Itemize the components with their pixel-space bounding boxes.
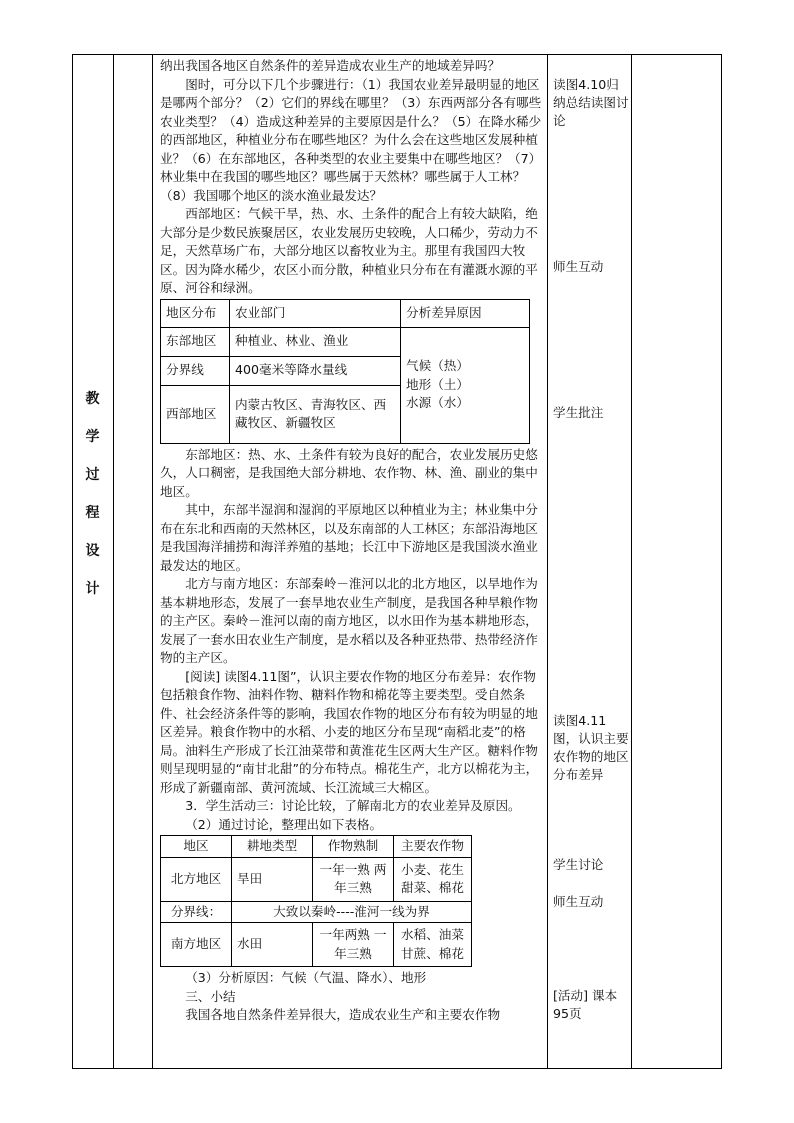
column-divider-4 (631, 54, 632, 1069)
table-header: 农业部门 (230, 299, 401, 327)
main-content (160, 57, 546, 1025)
paragraph: 图时，可分以下几个步骤进行：（1）我国农业差异最明显的地区是哪两个部分？（2）它们的界线在哪里？（3）东西两部分各有哪些农业类型？（4）造成这种差异的主要原因是什么？（5）在降水稀少的西部地区，种植业分布在哪些地区？为什么会在这些地区发展种植业？（6）在东部地区，各种类型的农业主要集中在哪些地区？（7）林业集中在我国的哪些地区？哪些属于天然林？哪些属于人工林？（8）我国哪个地区的淡水渔业最发达？ (160, 76, 542, 203)
agriculture-region-table (160, 299, 530, 444)
table-cell: 分界线 (161, 356, 230, 385)
paragraph: （2）通过讨论，整理出如下表格。 (185, 816, 383, 832)
section-label-char: 教 (85, 391, 100, 407)
section-label-char: 计 (85, 581, 100, 597)
table-cell: 西部地区 (161, 385, 230, 443)
note: 读图4.11图，认识主要农作物的地区分布差异 (553, 713, 629, 782)
paragraph: 西部地区：气候干旱，热、水、土条件的配合上有较大缺陷，绝大部分是少数民族聚居区，农业发展历史较晚，人口稀少，劳动力不足，天然草场广布，大部分地区以畜牧业为主。那里有我国四大牧区。因为降水稀少，农区小而分散，种植业只分布在有灌溉水源的平原、河谷和绿洲。 (160, 206, 538, 295)
table-cell: 水田 (232, 923, 313, 967)
section-label-char: 学 (85, 429, 100, 445)
table-header: 作物熟制 (313, 836, 394, 858)
north-south-table (160, 835, 472, 967)
table-cell: 水稻、油菜 甘蔗、棉花 (394, 923, 472, 967)
paragraph: 东部地区：热、水、土条件有较为良好的配合，农业发展历史悠久，人口稠密，是我国绝大部分耕地、农作物、林、渔、副业的集中地区。 (160, 446, 538, 499)
table-cell: 400毫米等降水量线 (230, 356, 401, 385)
paragraph: 北方与南方地区：东部秦岭－淮河以北的北方地区，以旱地作为基本耕地形态，发展了一套旱地农业生产制度，是我国各种旱粮作物的主产区。秦岭－淮河以南的南方地区，以水田作为基本耕地形态，发展了一套水田农业生产制度，是水稻以及各种亚热带、热带经济作物的主产区。 (160, 576, 538, 665)
table-header: 地区 (161, 836, 232, 858)
table-cell: 小麦、花生 甜菜、棉花 (394, 857, 472, 901)
table-cell: 种植业、林业、渔业 (230, 327, 401, 356)
reason-item: 地形（土） (406, 376, 469, 392)
table-cell: 南方地区 (161, 923, 232, 967)
column-divider-1 (113, 54, 114, 1069)
table-header: 耕地类型 (232, 836, 313, 858)
table-cell: 内蒙古牧区、青海牧区、西藏牧区、新疆牧区 (230, 385, 401, 443)
note: [活动] 课本95页 (553, 988, 618, 1021)
note: 学生批注 (553, 405, 604, 420)
paragraph: 我国各地自然条件差异很大，造成农业生产和主要农作物 (185, 1007, 501, 1022)
paragraph: 其中，东部半湿润和湿润的平原地区以种植业为主；林业集中分布在东北和西南的天然林区，以及东南部的人工林区；东部沿海地区是我国海洋捕捞和海洋养殖的基地；长江中下游地区是我国淡水渔业最发达的地区。 (160, 502, 538, 573)
table-cell: 北方地区 (161, 857, 232, 901)
note: 学生讨论 (553, 857, 604, 872)
table-header: 分析差异原因 (401, 299, 530, 327)
reason-item: 气候（热） (406, 358, 469, 374)
paragraph: 三、小结 (185, 988, 236, 1004)
table-cell: 一年一熟 两年三熟 (313, 857, 394, 901)
reason-cell (401, 327, 530, 443)
table-cell: 东部地区 (161, 327, 230, 356)
table-cell: 大致以秦岭----淮河一线为界 (232, 901, 472, 923)
table-cell: 分界线： (161, 901, 232, 923)
paragraph: 纳出我国各地区自然条件的差异造成农业生产的地域差异吗？ (160, 58, 501, 73)
section-label (72, 380, 113, 608)
reason-item: 水源（水） (406, 395, 469, 411)
column-divider-2 (152, 54, 153, 1069)
table-cell: 一年两熟 一年三熟 (313, 923, 394, 967)
table-header: 主要农作物 (394, 836, 472, 858)
section-label-char: 设 (85, 543, 100, 559)
note: 师生互动 (553, 259, 604, 274)
section-label-char: 程 (85, 505, 100, 521)
note: 师生互动 (553, 894, 604, 909)
note: 读图4.10归纳总结读图讨论 (553, 77, 629, 128)
table-header: 地区分布 (161, 299, 230, 327)
paragraph: 3．学生活动三：讨论比较，了解南北方的农业差异及原因。 (185, 798, 521, 813)
paragraph: （3）分析原因：气候（气温、降水）、地形 (185, 970, 427, 985)
table-cell: 旱田 (232, 857, 313, 901)
column-divider-3 (547, 54, 548, 1069)
paragraph: [阅读] 读图4.11图”，认识主要农作物的地区分布差异：农作物包括粮食作物、油料作物、糖料作物和棉花等主要类型。受自然条件、社会经济条件等的影响，我国农作物的地区分布有较为明显的地区差异。粮食作物中的水稻、小麦的地区分布呈现“南稻北麦”的格局。油料生产形成了长江油菜带和黄淮花生区两大生产区。糖料作物则呈现明显的“南甘北甜”的分布特点。棉花生产，北方以棉花为主，形成了新疆南部、黄河流域、长江流域三大棉区。 (160, 668, 539, 795)
section-label-char: 过 (85, 467, 100, 483)
